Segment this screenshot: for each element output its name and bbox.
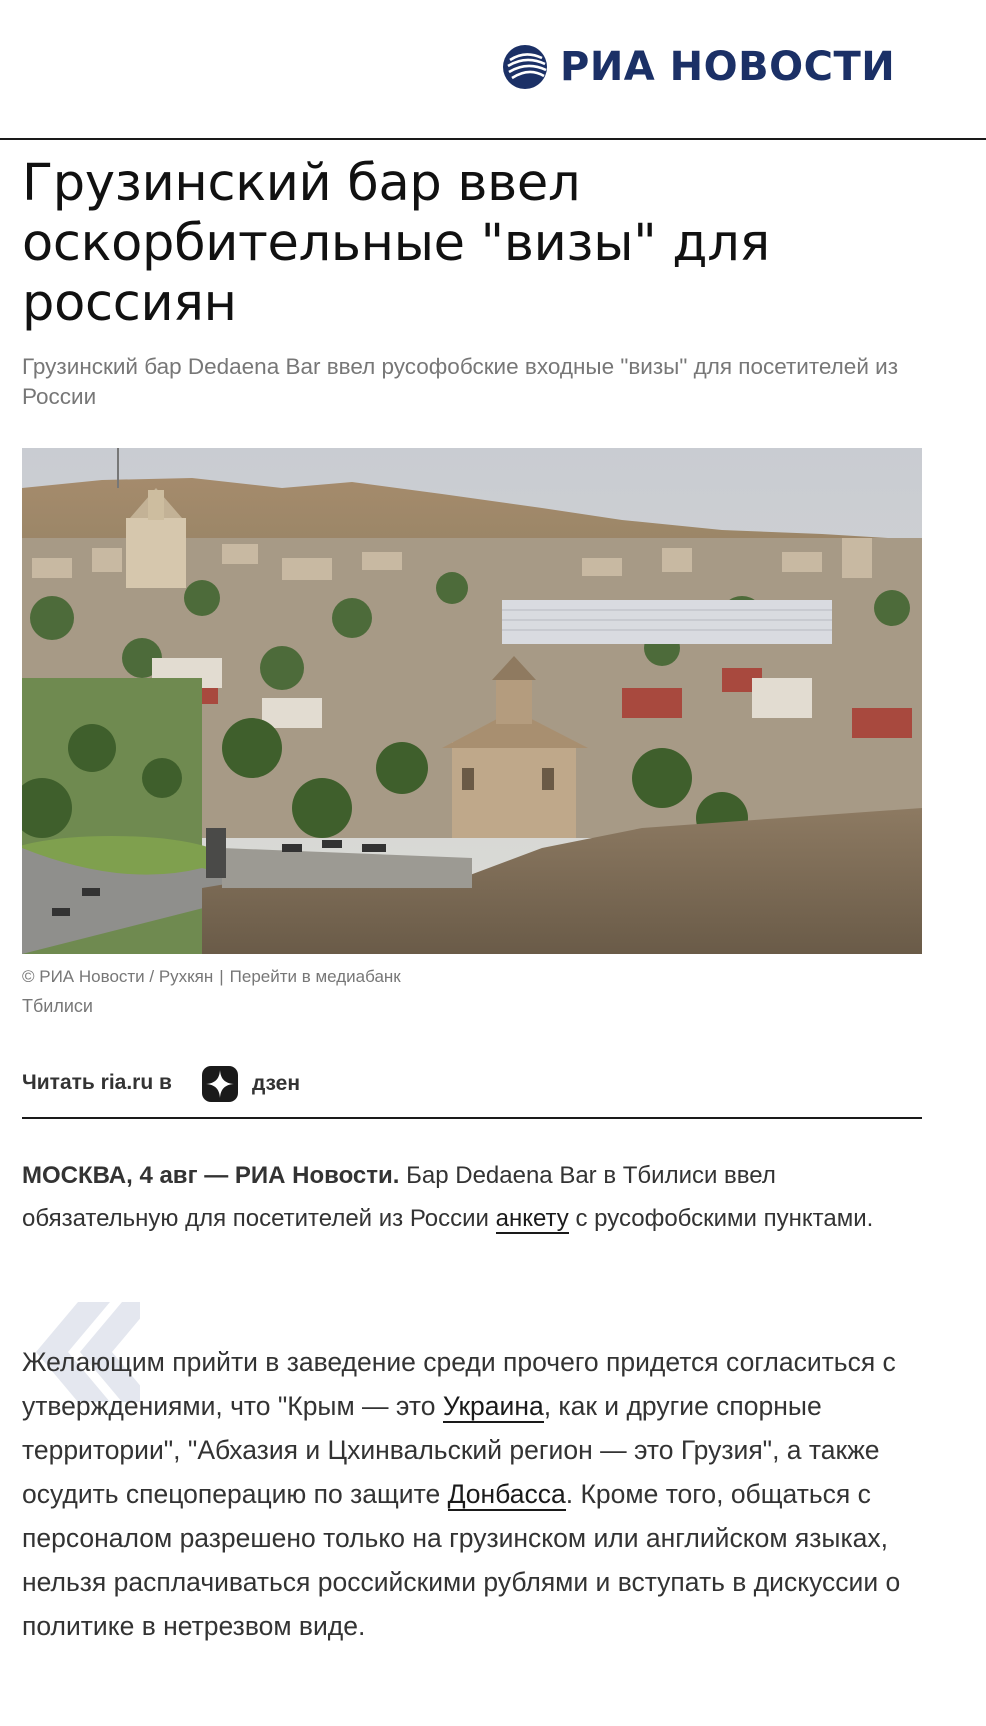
photo-credit-separator: | — [219, 967, 224, 986]
site-header — [0, 0, 986, 140]
questionnaire-link[interactable]: анкету — [495, 1205, 569, 1232]
ukraine-link[interactable]: Украина — [442, 1391, 544, 1421]
lead-text-2: с русофобскими пунктами. — [568, 1205, 874, 1232]
tbilisi-photo-image — [22, 448, 922, 954]
photo-credit — [22, 967, 401, 987]
article-quote — [22, 1340, 942, 1648]
dzen-icon — [202, 1066, 238, 1102]
quote-text-1: Желающим прийти в заведение среди прочего придется согласиться с утверждениями, что "Крым — это — [22, 1347, 896, 1421]
dzen-read-label: Читать ria.ru в — [22, 1071, 172, 1094]
quote-text-2: , как и другие спорные территории", "Абхазия и Цхинвальский регион — это Грузия", а также осудить спецоперацию по защите — [22, 1391, 880, 1509]
dzen-link[interactable] — [202, 1066, 300, 1102]
site-logo[interactable] — [502, 42, 895, 92]
donbass-link[interactable]: Донбасса — [447, 1479, 566, 1509]
article-lead — [22, 1154, 922, 1240]
lead-text-1: Бар Dedaena Bar в Тбилиси ввел обязательную для посетителей из России — [22, 1162, 776, 1232]
dzen-label: дзен — [251, 1072, 301, 1095]
ria-globe-icon — [502, 44, 548, 90]
mediabank-link[interactable]: Перейти в медиабанк — [229, 967, 401, 986]
quote-text-3: . Кроме того, общаться с персоналом разрешено только на грузинском или английском языках, нельзя расплачиваться российскими рублями и вступать в дискуссии о политике в нетрезвом виде. — [22, 1479, 901, 1641]
photo-caption: Тбилиси — [22, 996, 93, 1016]
article-dateline: МОСКВА, 4 авг — РИА Новости. — [22, 1162, 400, 1189]
article-photo[interactable] — [22, 448, 922, 954]
logo-text: РИА НОВОСТИ — [560, 44, 896, 90]
article-title: Грузинский бар ввел оскорбительные "визы" для россиян — [22, 154, 770, 333]
photo-credit-source: © РИА Новости / Рухкян — [22, 967, 214, 986]
dzen-subscribe-bar — [22, 1066, 922, 1119]
article-subtitle: Грузинский бар Dedaena Bar ввел русофобские входные "визы" для посетителей из России — [22, 354, 899, 409]
